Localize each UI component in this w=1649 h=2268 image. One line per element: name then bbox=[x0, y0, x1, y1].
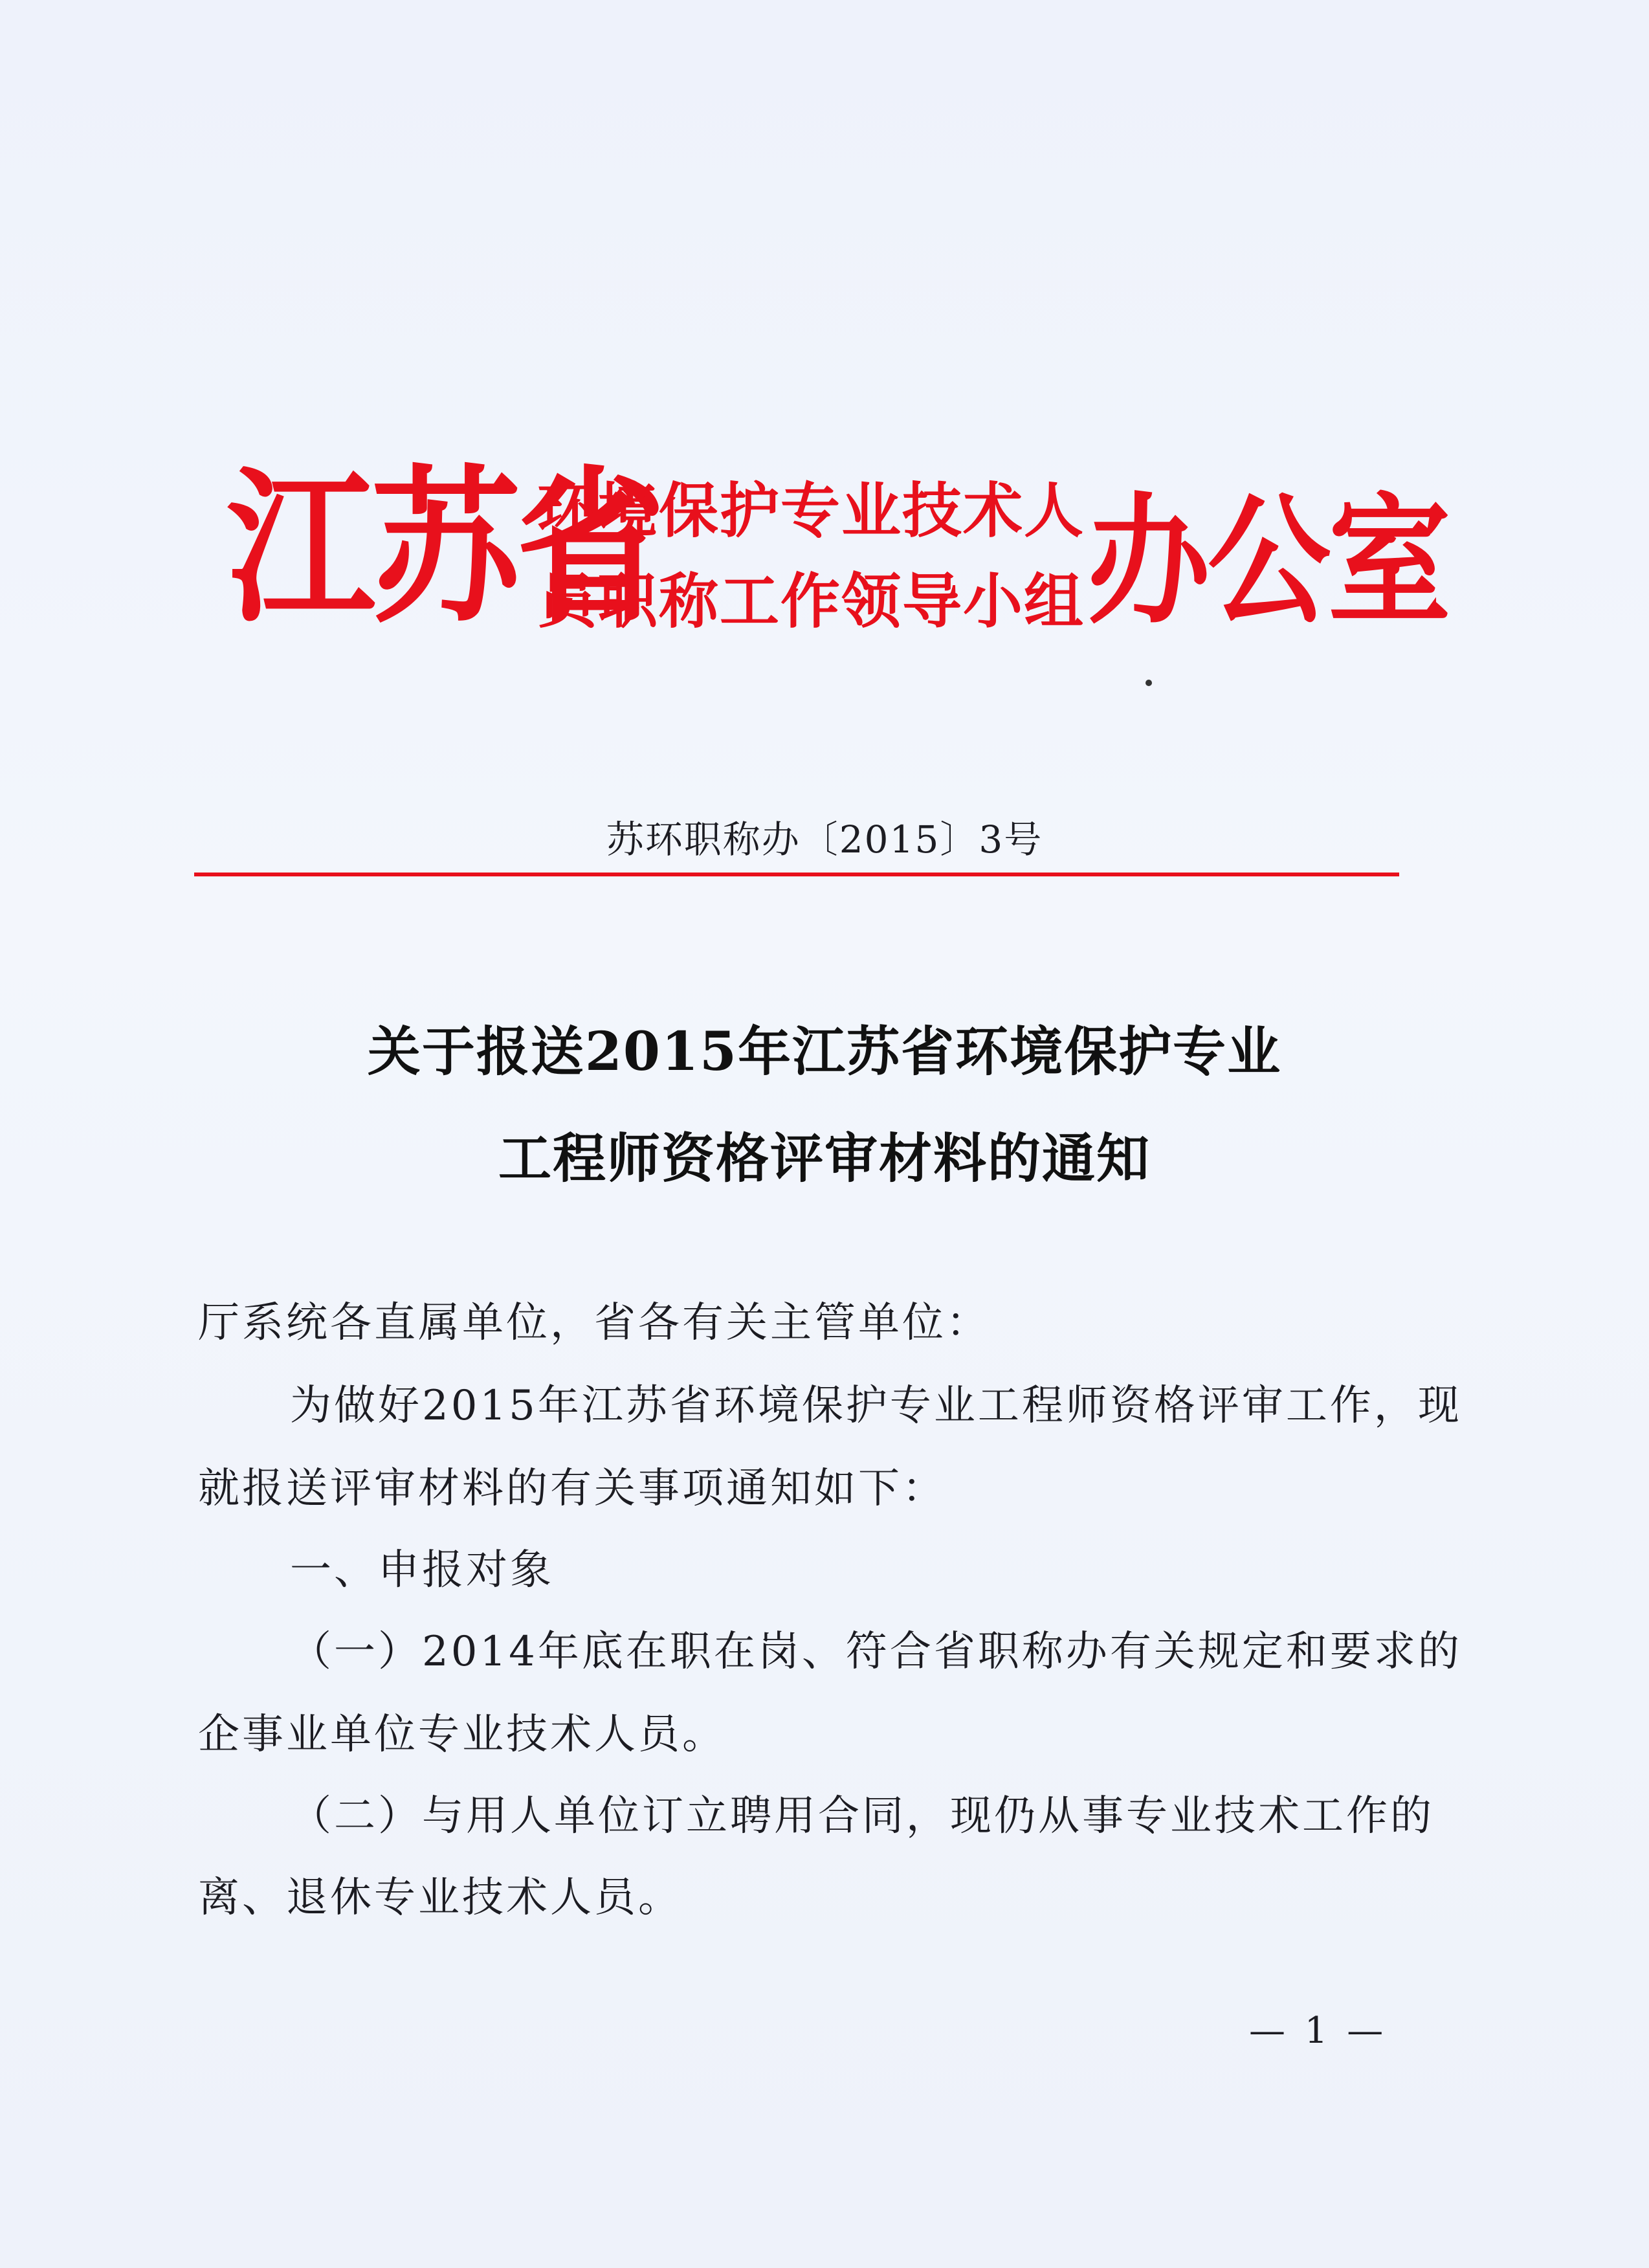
paper-speck bbox=[1145, 680, 1152, 686]
section-1-heading: 一、申报对象 bbox=[290, 1546, 554, 1594]
page-number: — 1 — bbox=[1249, 2010, 1388, 2052]
item-2-line-1: （二）与用人单位订立聘用合同，现仍从事专业技术工作的 bbox=[290, 1792, 1434, 1840]
item-1-line-2: 企事业单位专业技术人员。 bbox=[198, 1711, 726, 1759]
issuer-group-line1: 环境保护专业技术人 bbox=[537, 476, 1085, 546]
item-1-line-1: （一）2014年底在职在岗、符合省职称办有关规定和要求的 bbox=[290, 1628, 1462, 1676]
item-2-line-2: 离、退休专业技术人员。 bbox=[198, 1874, 682, 1922]
issuer-group bbox=[537, 466, 1085, 647]
title-line-2: 工程师资格评审材料的通知 bbox=[498, 1128, 1151, 1190]
document-number: 苏环职称办〔2015〕3号 bbox=[606, 817, 1043, 862]
recipients: 厅系统各直属单位，省各有关主管单位： bbox=[198, 1299, 990, 1347]
title-line-1: 关于报送2015年江苏省环境保护专业 bbox=[367, 1021, 1282, 1083]
red-divider-line bbox=[194, 873, 1399, 876]
issuer-office: 办公室 bbox=[1087, 480, 1449, 643]
intro-line-2: 就报送评审材料的有关事项通知如下： bbox=[198, 1465, 946, 1513]
issuer-group-line2: 员职称工作领导小组 bbox=[537, 567, 1085, 636]
intro-line-1: 为做好2015年江苏省环境保护专业工程师资格评审工作，现 bbox=[290, 1382, 1462, 1430]
issuer-province: 江苏省 bbox=[227, 452, 662, 646]
